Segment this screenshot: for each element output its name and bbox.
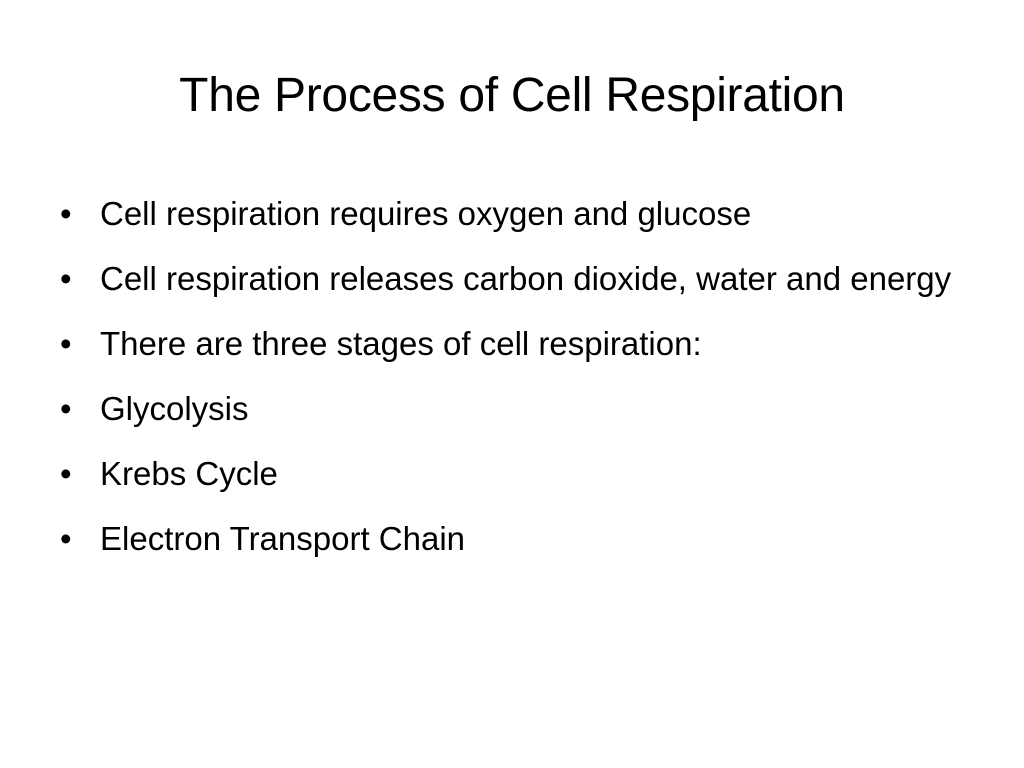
bullet-text: Cell respiration releases carbon dioxide, water and energy bbox=[100, 260, 952, 297]
bullet-item bbox=[58, 450, 978, 497]
bullet-item bbox=[58, 320, 978, 367]
bullet-list bbox=[58, 190, 978, 580]
bullet-item bbox=[58, 255, 978, 302]
bullet-item bbox=[58, 190, 978, 237]
bullet-icon: • bbox=[60, 520, 72, 557]
bullet-text: There are three stages of cell respiration: bbox=[100, 325, 702, 362]
bullet-icon: • bbox=[60, 325, 72, 362]
bullet-text: Cell respiration requires oxygen and glucose bbox=[100, 195, 752, 232]
slide-title: The Process of Cell Respiration bbox=[179, 69, 845, 122]
bullet-text: Glycolysis bbox=[100, 390, 249, 427]
bullet-icon: • bbox=[60, 195, 72, 232]
bullet-icon: • bbox=[60, 455, 72, 492]
bullet-item bbox=[58, 385, 978, 432]
bullet-icon: • bbox=[60, 390, 72, 427]
bullet-text: Electron Transport Chain bbox=[100, 520, 466, 557]
bullet-item bbox=[58, 515, 978, 562]
bullet-text: Krebs Cycle bbox=[100, 455, 278, 492]
bullet-icon: • bbox=[60, 260, 72, 297]
